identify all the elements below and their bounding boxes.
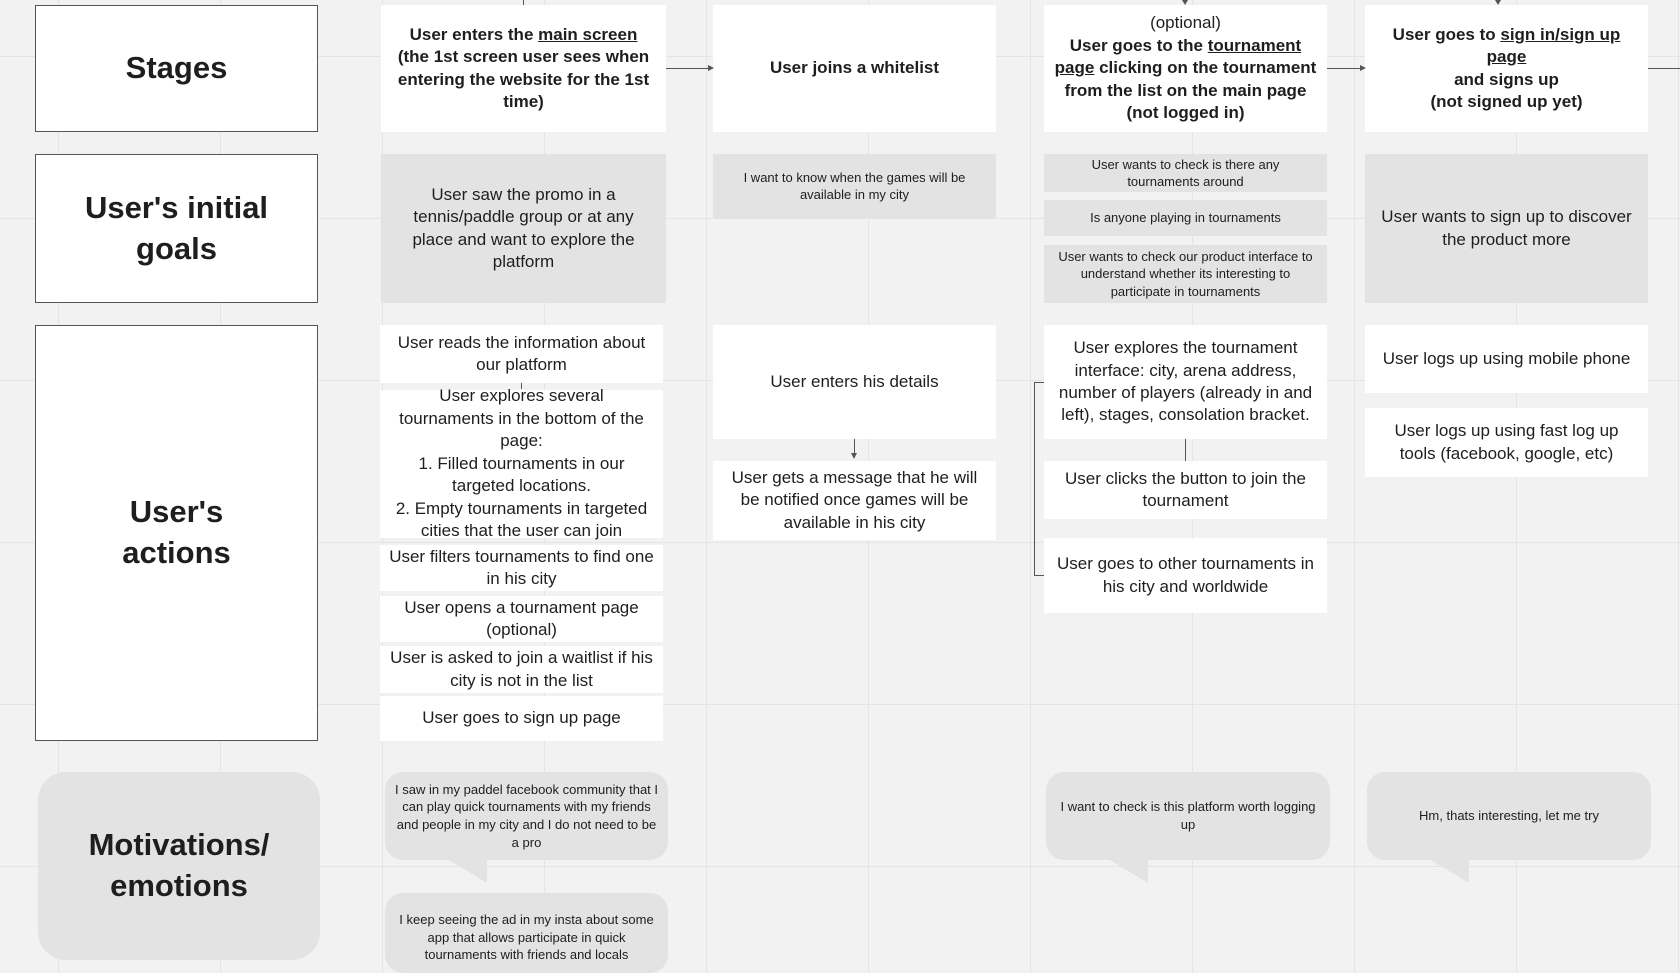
goal-card-col3-1 (1044, 154, 1327, 192)
action-col1-text-4: User opens a tournament page (optional) (404, 597, 639, 639)
stage-connector-2-arrowhead (1360, 65, 1366, 71)
stage-sign-up[interactable] (1365, 5, 1648, 132)
motivations-label-line2: emotions (110, 868, 248, 903)
stage2-text: User joins a whitelist (769, 58, 940, 78)
initial-goals-label-text: User's initial goals (84, 189, 269, 266)
goal-col3-text-1: User wants to check is there any tournaments around (1091, 156, 1280, 189)
goal-card-col1 (381, 154, 666, 303)
stage4-link[interactable]: sign in/sign up page (1486, 24, 1621, 67)
top-connector-stage1 (523, 0, 524, 5)
action-col1-text-2: User explores several tournaments in the bottom of the page: (399, 386, 644, 451)
actions-label (35, 325, 318, 741)
motivation-col4-text: Hm, thats interesting, let me try (1419, 808, 1599, 824)
goal-col3-text-3: User wants to check our product interface to understand whether its interesting to participate in tournaments (1058, 249, 1313, 299)
actions-label-line2: actions (122, 535, 231, 570)
action-col2-arrowhead (851, 453, 857, 459)
stage3-text-b: clicking on the tournament from the list on the main page (not logged in) (1064, 58, 1317, 123)
stage1-text-a: User enters the (409, 24, 539, 44)
action-col2-text-1: User enters his details (770, 371, 939, 391)
stage-connector-2 (1327, 68, 1360, 69)
stage1-text-b: (the 1st screen user sees when entering the website for the 1st time) (397, 47, 650, 111)
motivation-bubble-col4-tail (1429, 859, 1469, 883)
action-col1-text-2-item2: 2. Empty tournaments in targeted cities that the user can join (395, 498, 648, 541)
goal-col1-text: User saw the promo in a tennis/paddle group or at any place and want to explore the platform (412, 184, 635, 271)
action-card-col1-1 (380, 325, 663, 383)
top-arrowhead-stage4 (1495, 0, 1501, 5)
stage4-text-a: User goes to (1392, 24, 1501, 44)
motivation-bubble-col4 (1367, 772, 1651, 860)
actions-label-line1: User's (129, 494, 224, 530)
goal-card-col3-2 (1044, 200, 1327, 236)
action-col2-connector (854, 439, 855, 453)
action-col1-text-2-item1: 1. Filled tournaments in our targeted locations. (418, 453, 625, 496)
motivation-bubble-col1-2 (385, 893, 668, 973)
action-col2-text-2: User gets a message that he will be notified once games will be available in his city (731, 467, 978, 532)
action-card-col1-4 (380, 596, 663, 642)
motivation-bubble-col1-1 (385, 772, 668, 860)
goal-card-col2 (713, 154, 996, 218)
motivation-col3-text: I want to check is this platform worth logging up (1060, 799, 1316, 832)
action-col3-connector (1185, 439, 1186, 461)
action-col4-text-2: User logs up using fast log up tools (facebook, google, etc) (1394, 421, 1619, 463)
stages-label-text: Stages (125, 50, 228, 86)
goal-card-col3-3 (1044, 245, 1327, 303)
stage4-text-c: (not signed up yet) (1430, 91, 1583, 111)
stage3-text-a: User goes to the (1069, 35, 1208, 55)
action-card-col1-5 (380, 646, 663, 693)
stage1-link[interactable]: main screen (538, 24, 638, 44)
action-card-col1-2 (380, 386, 663, 541)
action-col1-text-5: User is asked to join a waitlist if his city is not in the list (390, 648, 653, 690)
action-card-col1-6 (380, 696, 663, 741)
action-card-col3-1 (1044, 325, 1327, 439)
stage-main-screen[interactable] (381, 5, 666, 132)
stage-tournament-page[interactable] (1044, 5, 1327, 132)
action-col3-text-1: User explores the tournament interface: city, arena address, number of players (already in and left), stages, consolation bracket. (1058, 338, 1313, 425)
top-arrowhead-stage3 (1182, 0, 1188, 5)
action-col1-text-1: User reads the information about our platform (397, 332, 646, 374)
stage-connector-1-arrowhead (708, 65, 714, 71)
action-col3-bracket-bottom (1034, 575, 1044, 576)
action-col3-bracket-top (1034, 382, 1044, 383)
goal-col4-text: User wants to sign up to discover the product more (1381, 207, 1632, 249)
action-card-col4-1 (1365, 325, 1648, 393)
action-card-col2-1 (713, 325, 996, 439)
action-card-col3-3 (1044, 538, 1327, 613)
goal-col2-text: I want to know when the games will be available in my city (743, 169, 966, 202)
motivation-bubble-col1-1-tail (447, 859, 487, 883)
stage3-link[interactable]: tournament page (1054, 35, 1302, 78)
initial-goals-label (35, 154, 318, 303)
action-col3-text-3: User goes to other tournaments in his city and worldwide (1056, 554, 1315, 596)
motivation-col1-text-1: I saw in my paddel facebook community that I can play quick tournaments with my friends and people in my city and I do not need to be a pro (395, 781, 659, 850)
action-card-col3-2 (1044, 461, 1327, 519)
action-col1-text-3: User filters tournaments to find one in his city (389, 546, 654, 588)
motivation-bubble-col3-tail (1108, 859, 1148, 883)
action-card-col4-2 (1365, 408, 1648, 477)
motivations-label-line1: Motivations/ (88, 827, 270, 863)
stage4-text-b: and signs up (1454, 69, 1559, 89)
stage-connector-1 (666, 68, 708, 69)
action-col3-text-2: User clicks the button to join the tournament (1065, 468, 1306, 510)
stage-whitelist[interactable] (713, 5, 996, 132)
stages-label (35, 5, 318, 132)
motivation-col1-text-2: I keep seeing the ad in my insta about some app that allows participate in quick tournaments with friends and locals (399, 912, 654, 963)
action-card-col1-3 (380, 545, 663, 591)
stage3-optional: (optional) (1150, 13, 1221, 33)
action-col4-text-1: User logs up using mobile phone (1382, 348, 1631, 368)
action-col1-text-6: User goes to sign up page (422, 708, 621, 728)
action-col3-bracket-vertical (1034, 382, 1035, 576)
motivations-label (38, 772, 320, 960)
goal-col3-text-2: Is anyone playing in tournaments (1090, 210, 1281, 226)
goal-card-col4 (1365, 154, 1648, 303)
stage-connector-3 (1648, 68, 1680, 69)
action-card-col2-2 (713, 461, 996, 540)
motivation-bubble-col3 (1046, 772, 1330, 860)
